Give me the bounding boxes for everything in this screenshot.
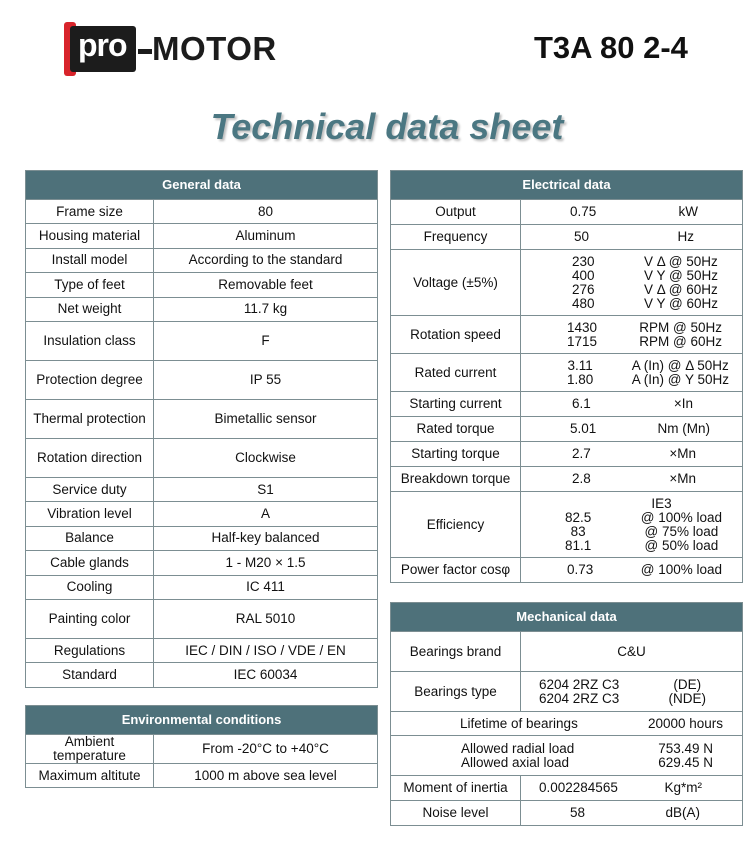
starting-current-label: Starting current bbox=[391, 392, 521, 417]
general-row bbox=[26, 438, 378, 477]
general-row bbox=[26, 638, 378, 662]
output-unit: kW bbox=[678, 204, 698, 219]
current-unit: A (In) @ Y 50Hz bbox=[631, 371, 729, 387]
general-row-value: 1 - M20 × 1.5 bbox=[154, 551, 378, 575]
general-row-value: 11.7 kg bbox=[154, 297, 378, 321]
efficiency-unit: @ 75% load bbox=[644, 523, 719, 539]
general-row-value: According to the standard bbox=[154, 248, 378, 272]
lifetime-label: Lifetime of bearings bbox=[460, 715, 578, 731]
row-rotation-speed bbox=[391, 316, 743, 354]
efficiency-unit: @ 50% load bbox=[644, 537, 719, 553]
general-data-heading: General data bbox=[26, 171, 378, 200]
row-frequency bbox=[391, 225, 743, 250]
voltage-unit: V Y @ 60Hz bbox=[644, 295, 718, 311]
environment-table bbox=[25, 705, 378, 788]
brand-logo bbox=[64, 22, 304, 78]
general-row bbox=[26, 360, 378, 399]
bearings-type-unit: (DE) bbox=[673, 676, 702, 692]
voltage-unit: V Δ @ 60Hz bbox=[644, 281, 718, 297]
general-row bbox=[26, 551, 378, 575]
general-row-value: IP 55 bbox=[154, 360, 378, 399]
general-row-label: Service duty bbox=[26, 477, 154, 501]
speed-value: 1430 bbox=[567, 319, 598, 335]
general-row-label: Thermal protection bbox=[26, 399, 154, 438]
speed-unit: RPM @ 60Hz bbox=[639, 333, 722, 349]
general-row bbox=[26, 575, 378, 599]
row-rated-current bbox=[391, 354, 743, 392]
current-label: Rated current bbox=[391, 354, 521, 392]
bearings-type-label: Bearings type bbox=[391, 672, 521, 712]
environment-row-value: From -20°C to +40°C bbox=[154, 735, 378, 764]
noise-unit: dB(A) bbox=[665, 805, 700, 820]
row-allowed-loads bbox=[391, 736, 743, 776]
general-row bbox=[26, 502, 378, 526]
row-starting-current bbox=[391, 392, 743, 417]
starting-torque-unit: ×Mn bbox=[669, 446, 696, 461]
load-value: 629.45 N bbox=[658, 754, 713, 770]
bearings-type-value: 6204 2RZ C3 bbox=[539, 690, 620, 706]
voltage-unit: V Δ @ 50Hz bbox=[644, 253, 718, 269]
frequency-label: Frequency bbox=[391, 225, 521, 250]
environment-row bbox=[26, 735, 378, 764]
general-row-value: RAL 5010 bbox=[154, 599, 378, 638]
general-row-label: Cooling bbox=[26, 575, 154, 599]
bearings-type-value: 6204 2RZ C3 bbox=[539, 676, 620, 692]
voltage-value: 400 bbox=[572, 267, 595, 283]
general-row-value: F bbox=[154, 321, 378, 360]
general-row-label: Rotation direction bbox=[26, 438, 154, 477]
speed-label: Rotation speed bbox=[391, 316, 521, 354]
rated-torque-unit: Nm (Mn) bbox=[657, 421, 710, 436]
current-unit: A (In) @ Δ 50Hz bbox=[631, 357, 729, 373]
general-row-value: IEC 60034 bbox=[154, 663, 378, 687]
general-row-label: Net weight bbox=[26, 297, 154, 321]
voltage-label: Voltage (±5%) bbox=[391, 250, 521, 316]
bearings-type-unit: (NDE) bbox=[668, 690, 706, 706]
general-row-label: Regulations bbox=[26, 638, 154, 662]
power-factor-label: Power factor cosφ bbox=[391, 558, 521, 583]
starting-current-unit: ×In bbox=[673, 396, 693, 411]
voltage-value: 276 bbox=[572, 281, 595, 297]
voltage-value: 230 bbox=[572, 253, 595, 269]
general-row bbox=[26, 399, 378, 438]
rated-torque-label: Rated torque bbox=[391, 417, 521, 442]
breakdown-torque-label: Breakdown torque bbox=[391, 467, 521, 492]
logo-dash bbox=[138, 49, 152, 54]
mechanical-data-heading: Mechanical data bbox=[391, 603, 743, 632]
output-label: Output bbox=[391, 200, 521, 225]
efficiency-value: 82.5 bbox=[565, 509, 592, 525]
general-row-value: IC 411 bbox=[154, 575, 378, 599]
starting-torque-label: Starting torque bbox=[391, 442, 521, 467]
environment-row-value: 1000 m above sea level bbox=[154, 764, 378, 788]
general-data-table bbox=[25, 170, 378, 688]
row-power-factor bbox=[391, 558, 743, 583]
starting-current-value: 6.1 bbox=[572, 396, 591, 411]
general-row-value: Aluminum bbox=[154, 224, 378, 248]
general-row-label: Housing material bbox=[26, 224, 154, 248]
row-rated-torque bbox=[391, 417, 743, 442]
general-row-value: A bbox=[154, 502, 378, 526]
general-row-value: S1 bbox=[154, 477, 378, 501]
row-output bbox=[391, 200, 743, 225]
efficiency-unit: @ 100% load bbox=[640, 509, 722, 525]
load-label: Allowed radial load bbox=[461, 740, 575, 756]
power-factor-unit: @ 100% load bbox=[640, 562, 722, 577]
row-starting-torque bbox=[391, 442, 743, 467]
starting-torque-value: 2.7 bbox=[572, 446, 591, 461]
power-factor-value: 0.73 bbox=[567, 562, 594, 577]
row-breakdown-torque bbox=[391, 467, 743, 492]
bearings-brand-value: C&U bbox=[521, 632, 743, 672]
inertia-value: 0.002284565 bbox=[539, 780, 618, 795]
inertia-label: Moment of inertia bbox=[391, 776, 521, 801]
logo-motor-text: MOTOR bbox=[152, 30, 277, 67]
general-row-label: Balance bbox=[26, 526, 154, 550]
current-value: 3.11 bbox=[567, 357, 593, 373]
bearings-brand-label: Bearings brand bbox=[391, 632, 521, 672]
general-row bbox=[26, 526, 378, 550]
row-moment-of-inertia bbox=[391, 776, 743, 801]
general-row-label: Frame size bbox=[26, 200, 154, 224]
general-row-value: IEC / DIN / ISO / VDE / EN bbox=[154, 638, 378, 662]
speed-value: 1715 bbox=[567, 333, 598, 349]
efficiency-label: Efficiency bbox=[391, 492, 521, 558]
frequency-unit: Hz bbox=[677, 229, 694, 244]
general-row-label: Cable glands bbox=[26, 551, 154, 575]
row-noise-level bbox=[391, 801, 743, 826]
mechanical-data-table bbox=[390, 602, 743, 826]
row-bearing-lifetime bbox=[391, 712, 743, 736]
efficiency-value: 83 bbox=[570, 523, 586, 539]
general-row bbox=[26, 321, 378, 360]
general-row bbox=[26, 273, 378, 297]
environment-row-label: Maximum altitute bbox=[26, 764, 154, 788]
noise-value: 58 bbox=[570, 805, 586, 820]
general-row-label: Install model bbox=[26, 248, 154, 272]
current-value: 1.80 bbox=[567, 371, 594, 387]
efficiency-value: 81.1 bbox=[565, 537, 592, 553]
inertia-unit: Kg*m² bbox=[664, 780, 702, 795]
voltage-unit: V Y @ 50Hz bbox=[644, 267, 718, 283]
row-voltage bbox=[391, 250, 743, 316]
general-row-label: Protection degree bbox=[26, 360, 154, 399]
electrical-data-table bbox=[390, 170, 743, 583]
row-efficiency bbox=[391, 492, 743, 558]
general-row bbox=[26, 599, 378, 638]
environment-row-label: Ambient temperature bbox=[26, 735, 154, 764]
general-row-value: Bimetallic sensor bbox=[154, 399, 378, 438]
general-row bbox=[26, 200, 378, 224]
general-row-label: Insulation class bbox=[26, 321, 154, 360]
load-label: Allowed axial load bbox=[461, 754, 570, 770]
breakdown-torque-unit: ×Mn bbox=[669, 471, 696, 486]
general-row bbox=[26, 248, 378, 272]
general-row bbox=[26, 663, 378, 687]
general-row-value: Clockwise bbox=[154, 438, 378, 477]
load-value: 753.49 N bbox=[658, 740, 713, 756]
general-row bbox=[26, 297, 378, 321]
general-row-label: Painting color bbox=[26, 599, 154, 638]
model-code: T3A 80 2-4 bbox=[534, 30, 688, 65]
output-value: 0.75 bbox=[570, 204, 597, 219]
frequency-value: 50 bbox=[574, 229, 590, 244]
breakdown-torque-value: 2.8 bbox=[572, 471, 591, 486]
environment-row bbox=[26, 764, 378, 788]
environment-heading: Environmental conditions bbox=[26, 706, 378, 735]
speed-unit: RPM @ 50Hz bbox=[639, 319, 722, 335]
row-bearings-brand bbox=[391, 632, 743, 672]
voltage-value: 480 bbox=[572, 295, 595, 311]
general-row-value: 80 bbox=[154, 200, 378, 224]
general-row-value: Half-key balanced bbox=[154, 526, 378, 550]
general-row bbox=[26, 224, 378, 248]
general-row-label: Vibration level bbox=[26, 502, 154, 526]
general-row-label: Standard bbox=[26, 663, 154, 687]
efficiency-class: IE3 bbox=[651, 495, 672, 511]
general-row-value: Removable feet bbox=[154, 273, 378, 297]
noise-label: Noise level bbox=[391, 801, 521, 826]
electrical-data-heading: Electrical data bbox=[391, 171, 743, 200]
lifetime-value: 20000 hours bbox=[647, 715, 723, 731]
page-title: Technical data sheet bbox=[210, 106, 564, 147]
general-row-label: Type of feet bbox=[26, 273, 154, 297]
row-bearings-type bbox=[391, 672, 743, 712]
rated-torque-value: 5.01 bbox=[570, 421, 597, 436]
general-row bbox=[26, 477, 378, 501]
logo-pro-text: pro bbox=[78, 27, 127, 63]
